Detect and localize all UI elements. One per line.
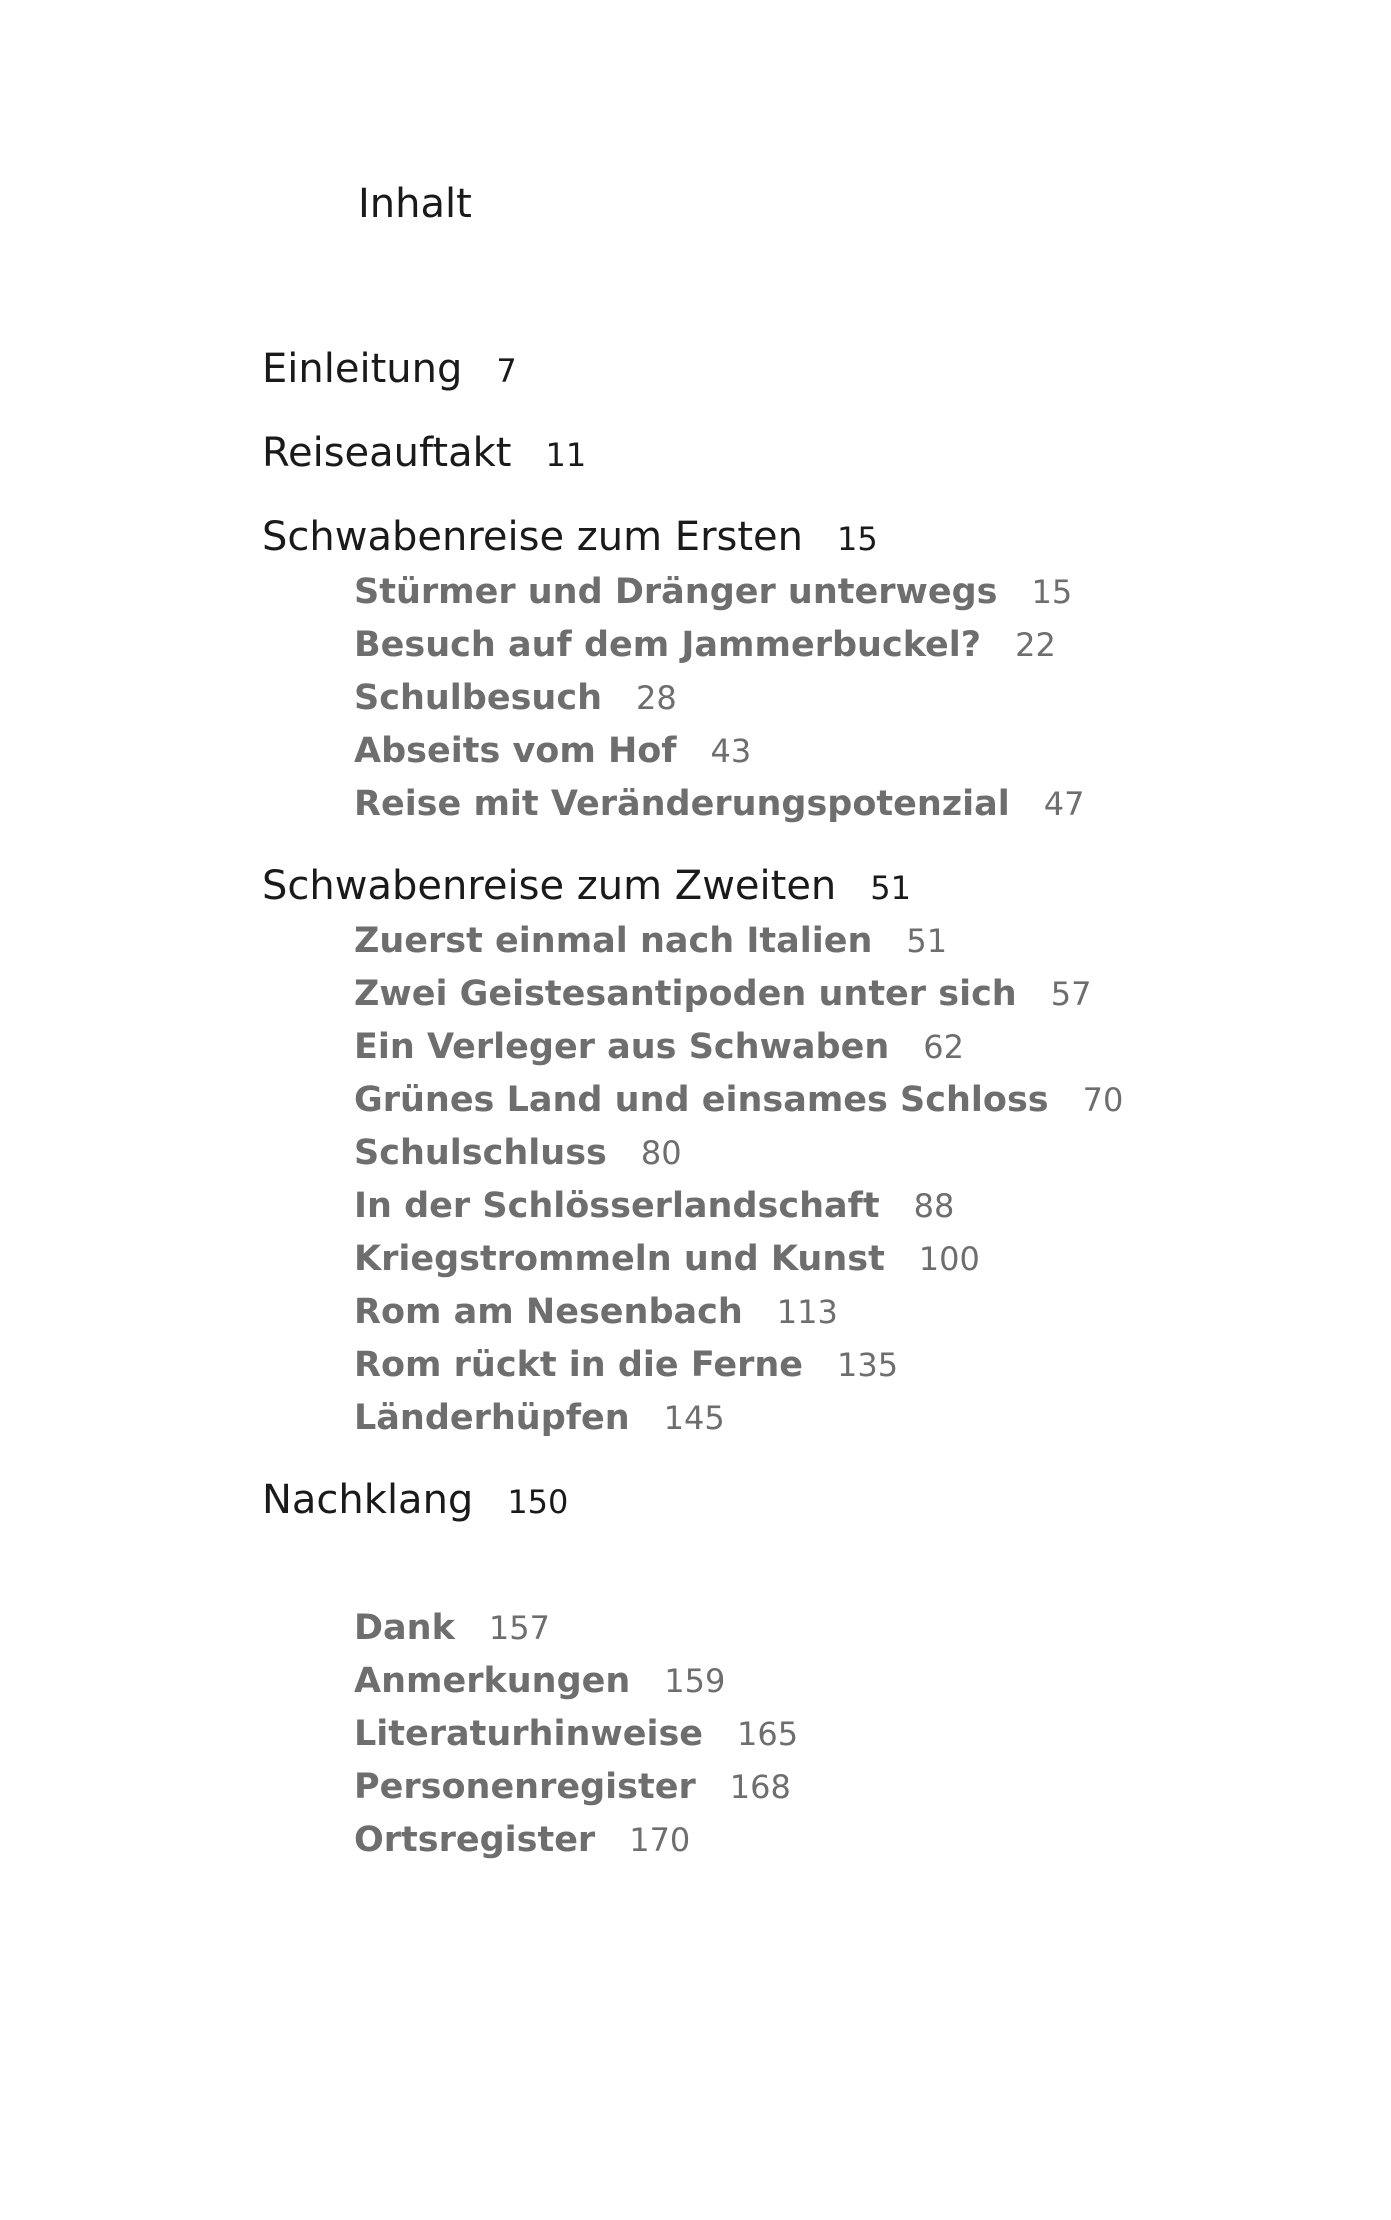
toc-subentry: [354, 619, 1302, 672]
toc-subentry: [354, 1074, 1302, 1127]
toc-subentry: [354, 566, 1302, 619]
toc-subentry: [354, 672, 1302, 725]
toc-subentry-page: 62: [923, 1028, 964, 1066]
toc-subentry-page: 135: [836, 1346, 899, 1384]
toc-entry-page: 11: [545, 436, 587, 474]
toc-subentry-title: Reise mit Veränderungspotenzial: [354, 784, 1010, 824]
toc-subentry: [354, 778, 1302, 831]
toc-subentry-title: Grünes Land und einsames Schloss: [354, 1080, 1049, 1120]
toc-subentry-title: In der Schlösserlandschaft: [354, 1186, 880, 1226]
page-title: Inhalt: [358, 181, 472, 227]
toc-appendix-title: Personenregister: [354, 1767, 696, 1807]
toc-subentry-page: 57: [1050, 975, 1092, 1013]
toc-subentry-page: 15: [1031, 573, 1073, 611]
toc-subentry: [354, 1233, 1302, 1286]
toc-appendix-page: 165: [737, 1715, 799, 1753]
toc-entry-schwabenreise-erste: [262, 510, 1302, 566]
toc-subentry-page: 28: [636, 679, 677, 717]
toc-entry-title: Einleitung: [262, 346, 463, 392]
toc-subentry: [354, 725, 1302, 778]
toc-subentry: [354, 1021, 1302, 1074]
toc-subentry-title: Besuch auf dem Jammerbuckel?: [354, 625, 982, 665]
toc-appendix-list: [354, 1602, 798, 1867]
toc-subentry-page: 100: [918, 1240, 980, 1278]
toc-subentry-page: 47: [1043, 785, 1085, 823]
toc-appendix-entry: [354, 1708, 798, 1761]
toc-subentry-title: Rom am Nesenbach: [354, 1292, 743, 1332]
toc-subentry-page: 43: [710, 732, 752, 770]
toc-appendix-entry: [354, 1814, 798, 1867]
toc-subentry-page: 22: [1015, 626, 1056, 664]
toc-appendix-title: Dank: [354, 1608, 455, 1648]
toc-subentry-title: Zwei Geistesantipoden unter sich: [354, 974, 1017, 1014]
toc-subsection-list: [354, 566, 1302, 831]
toc-entry-title: Schwabenreise zum Ersten: [262, 514, 803, 560]
toc-subentry-title: Schulschluss: [354, 1133, 607, 1173]
toc-entry-title: Reiseauftakt: [262, 430, 512, 476]
toc-appendix-title: Anmerkungen: [354, 1661, 631, 1701]
toc-appendix-page: 159: [664, 1662, 726, 1700]
toc-entry-schwabenreise-zweite: [262, 859, 1302, 915]
toc-subentry: [354, 1127, 1302, 1180]
toc-subentry-page: 51: [906, 922, 948, 960]
table-of-contents: [262, 342, 1302, 1529]
toc-subentry-title: Abseits vom Hof: [354, 731, 677, 771]
toc-subentry-page: 80: [640, 1134, 682, 1172]
toc-entry-page: 7: [496, 352, 517, 390]
toc-subentry-title: Stürmer und Dränger unterwegs: [354, 572, 998, 612]
toc-subentry-page: 145: [663, 1399, 725, 1437]
toc-subentry-title: Ein Verleger aus Schwaben: [354, 1027, 890, 1067]
toc-appendix-title: Ortsregister: [354, 1820, 596, 1860]
toc-appendix-page: 168: [729, 1768, 791, 1806]
toc-subentry-title: Kriegstrommeln und Kunst: [354, 1239, 885, 1279]
toc-entry-page: 51: [870, 869, 911, 907]
toc-entry-nachklang: [262, 1473, 1302, 1529]
toc-subentry-title: Rom rückt in die Ferne: [354, 1345, 803, 1385]
toc-subsection-list: [354, 915, 1302, 1445]
toc-appendix-page: 170: [629, 1821, 691, 1859]
toc-subentry-title: Länderhüpfen: [354, 1398, 630, 1438]
toc-entry-title: Schwabenreise zum Zweiten: [262, 863, 837, 909]
toc-subentry-title: Schulbesuch: [354, 678, 602, 718]
toc-appendix-entry: [354, 1602, 798, 1655]
toc-entry-einleitung: [262, 342, 1302, 398]
toc-subentry: [354, 968, 1302, 1021]
toc-subentry: [354, 1286, 1302, 1339]
toc-appendix-page: 157: [488, 1609, 550, 1647]
toc-subentry: [354, 1392, 1302, 1445]
toc-subentry: [354, 915, 1302, 968]
toc-entry-page: 15: [837, 520, 878, 558]
toc-appendix-entry: [354, 1655, 798, 1708]
toc-subentry-page: 88: [913, 1187, 955, 1225]
toc-appendix-entry: [354, 1761, 798, 1814]
toc-entry-title: Nachklang: [262, 1477, 474, 1523]
toc-subentry: [354, 1339, 1302, 1392]
toc-subentry-page: 113: [776, 1293, 838, 1331]
toc-appendix-title: Literaturhinweise: [354, 1714, 704, 1754]
toc-entry-reiseauftakt: [262, 426, 1302, 482]
toc-subentry: [354, 1180, 1302, 1233]
toc-subentry-page: 70: [1082, 1081, 1124, 1119]
toc-entry-page: 150: [507, 1483, 569, 1521]
toc-subentry-title: Zuerst einmal nach Italien: [354, 921, 873, 961]
